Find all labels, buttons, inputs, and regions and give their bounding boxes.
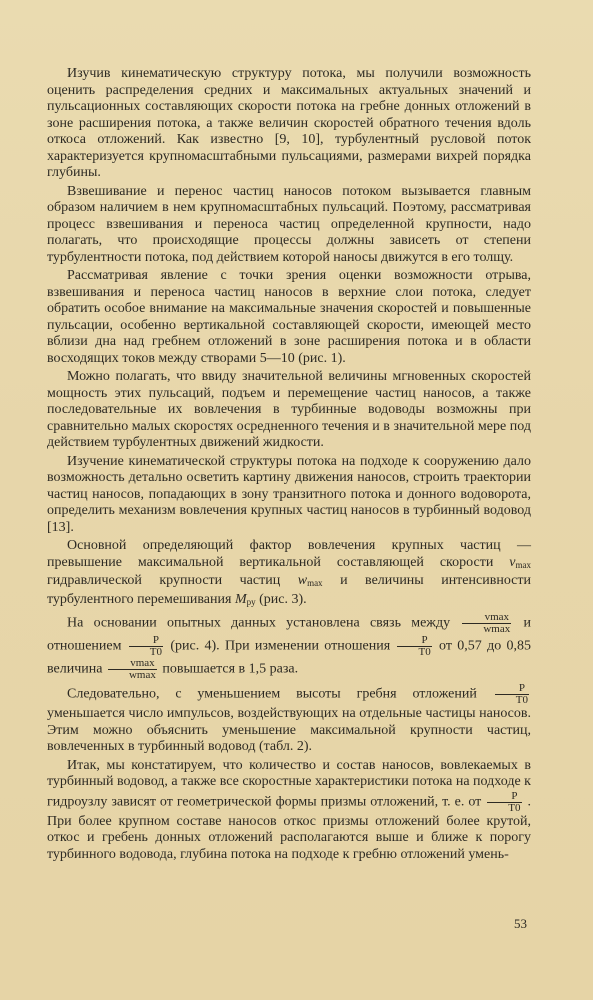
fraction-p-t0-second: $\frac{P}{T0}$ (397, 635, 431, 658)
paragraph-consequence: Следовательно, с уменьшением высоты гребня отложений $\frac{P}{T0}$ уменьшается число импульсов, воздействующих на отдельные частицы наносов. Этим можно объяснить уменьшение максимальной крупности частиц, вовлеченных в турбинный водовод (табл. 2). (47, 682, 531, 754)
symbol-mpy: $M_{py}$ (234, 591, 256, 607)
page-number: 53 (514, 916, 527, 931)
paragraph-trajectories: Изучение кинематической структуры потока на подходе к сооружению дало возможность детально осветить картину движения наносов, строить траектории частиц наносов, попадающих в зону транзитного потока и донного водоворота, определить механизм вовлечения крупных частиц наносов в турбинный водовод [13]. (47, 453, 531, 535)
fraction-vmax-wmax-second: $\frac{vmax}{wmax}$ (108, 658, 157, 681)
paragraph-final: Итак, мы констатируем, что количество и состав наносов, вовлекаемых в турбинный водовод, а также все скоростные характеристики потока на подходе к гидроузлу зависят от геометрической формы призмы отложений, т. е. от $\frac{P}{T0}$ . При более крупном составе наносов откос призмы отложений более крутой, откос и гребень донных отложений располагаются выше и ближе к порогу турбинного водовода, глубина потока на подходе к гребню отложений умень- (47, 757, 531, 862)
paragraph-separation: Рассматривая явление с точки зрения оценки возможности отрыва, взвешивания и переноса частиц наносов в верхние слои потока, следует обратить особое внимание на максимальные значения скоростей и повышенные пульсации, особенно вертикальной составляющей скорости, имеющей место вблизи дна над гребнем отложений в зоне расширения потока и в области восходящих токов между створами 5—10 (рис. 1). (47, 268, 531, 366)
fraction-p-t0: $\frac{P}{T0}$ (129, 635, 163, 658)
symbol-vmax: $v_{max}$ (509, 554, 531, 570)
symbol-wmax: $w_{max}$ (297, 573, 323, 588)
fraction-p-t0-fourth: $\frac{P}{T0}$ (487, 791, 521, 814)
paragraph-relation: На основании опытных данных установлена связь между $\frac{vmax}{wmax}$ и отношением $\frac{P}{T0}$ (рис. 4). При изменении отношения $\frac{P}{T0}$ от 0,57 до 0,85 величина $\frac{vmax}{wmax}$ повышается в 1,5 раза. (47, 611, 532, 681)
paragraph-pulsations: Можно полагать, что ввиду значительной величины мгновенных скоростей мощность этих пульсаций, подъем и перемещение частиц наносов, а также последовательные их вовлечения в турбинные водоводы возможны при сравнительно малых скоростях осредненного течения и в значительной мере под действием турбулентных движений жидкости. (47, 369, 531, 450)
paragraph-kinematic-structure: Изучив кинематическую структуру потока, мы получили возможность оценить распределения средних и максимальных актуальных значений и пульсационных составляющих скорости потока на гребне донных отложений в зоне расширения потока, а также величин скоростей обратного течения вдоль откоса отложений. Как известно [9, 10], турбулентный русловой поток характеризуется крупномасштабными пульсациями, размерами вихрей порядка глубины. (47, 66, 531, 180)
fraction-p-t0-third: $\frac{P}{T0}$ (495, 683, 529, 706)
paragraph-main-factor: Основной определяющий фактор вовлечения крупных частиц — превышение максимальной вертикальной составляющей скорости $v_{max}$ гидравлической крупности частиц $w_{max}$ и величины интенсивности турбулентного перемешивания $M_{py}$ (рис. 3). (47, 538, 531, 607)
fraction-vmax-wmax: $\frac{vmax}{wmax}$ (462, 612, 511, 635)
page-body (47, 66, 531, 863)
paragraph-suspension: Взвешивание и перенос частиц наносов потоком вызывается главным образом наличием в нем крупномасштабных пульсаций. Поэтому, рассматривая процесс взвешивания и переноса частиц определенной крупности, надо полагать, что происходящие процессы должны зависеть от степени турбулентности потока, под действием которой наносы движутся в его толщу. (47, 183, 531, 265)
